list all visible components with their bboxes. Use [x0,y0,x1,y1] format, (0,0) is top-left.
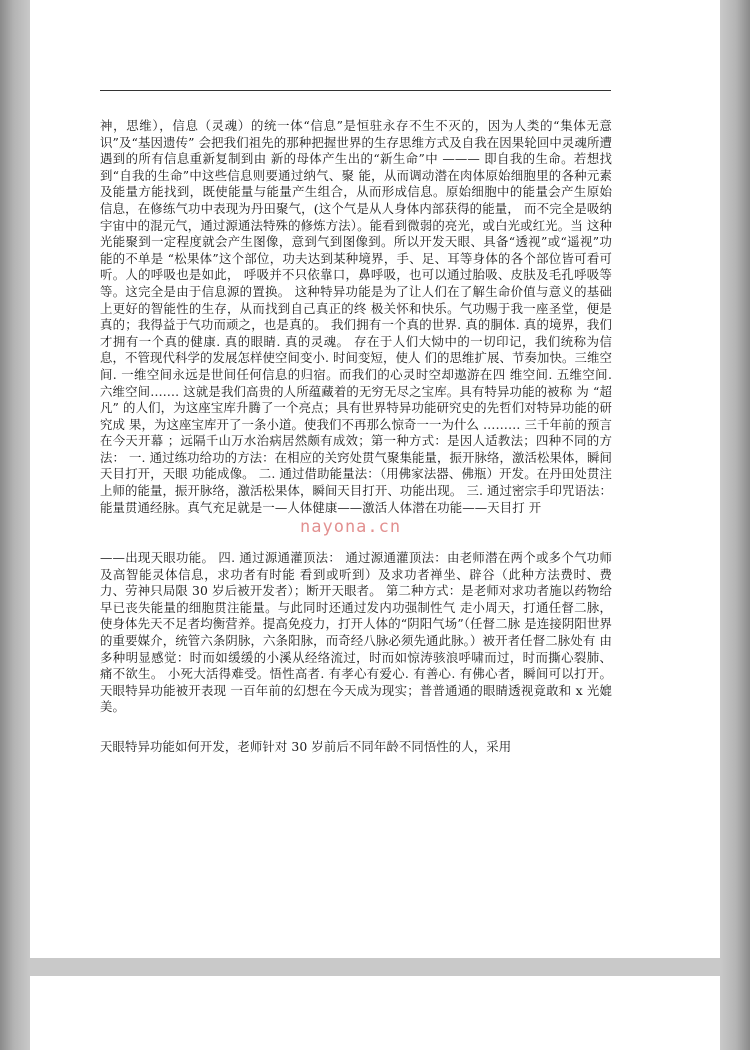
next-document-page [30,976,720,1050]
watermark-text: nayona.cn [300,517,402,537]
body-paragraph-3: 天眼特异功能如何开发，老师针对 30 岁前后不同年龄不同悟性的人，采用 [100,739,512,754]
body-paragraph-2: ——出现天眼功能。 四. 通过源通灌顶法： 通过源通灌顶法：由老师潜在两个或多个气功师及高智能灵体信息，求功者有时能 看到或听到）及求功者禅坐、辟谷（此种方法费时、费力、劳神只局限 30 岁后被开发者）；断开天眼者。 第二种方式：是老师对求功者施以药物给早已丧失能量的细胞贯注能量。与此同时还通过发内功强制性气 走小周天，打通任督二脉，使身体先天不足者均衡营养。提高免疫力，打开人体的“阴阳气场”（任督二脉 是连接阴阳世界的重要媒介，统管六条阴脉，六条阳脉，而奇经八脉必须先通此脉。）被开者任督二脉处有 由多种明显感觉：时而如缓缓的小溪从经络流过，时而如惊涛骇浪呼啸而过，时而撕心裂肺、痛不欲生。 小死大活得难受。悟性高者. 有孝心有爱心. 有善心. 有佛心者，瞬间可以打开。天眼特异功能被开表现 一百年前的幻想在今天成为现实；普普通通的眼睛透视竟敢和 x 光媲美。 [100,550,612,715]
header-rule [100,90,611,91]
body-paragraph-1: 神，思维），信息（灵魂）的统一体“信息”是恒驻永存不生不灭的，因为人类的“集体无意识”及“基因遗传” 会把我们祖先的那种把握世界的生存思维方式及自我在因果轮回中灵魂所遭遇到的所有信息重新复制到由 新的母体产生出的“新生命”中 ——— 即自我的生命。若想找到“自我的生命”中这些信息则要通过纳气、聚 能，从而调动潜在肉体原始细胞里的各种元素及能量方能找到，既使能量与能量产生组合，从而形成信息。原始细胞中的能量会产生原始信息，在修练气功中表现为丹田聚气，(这个气是从人身体内部获得的能量， 而不完全是吸纳宇宙中的混元气，通过源通法特殊的修炼方法）。能看到微弱的亮光，或白光或红光。当 这种光能聚到一定程度就会产生图像，意到气到图像到。所以开发天眼、具备“透视”或“遥视”功能的不单是 “松果体”这个部位，功夫达到某种境界，手、足、耳等身体的各个部位皆可看可听。人的呼吸也是如此， 呼吸并不只依靠口，鼻呼吸，也可以通过胎吸、皮肤及毛孔呼吸等等。这完全是由于信息源的置换。 这种特异功能是为了让人们在了解生命价值与意义的基础上更好的智能性的生存，从而找到自己真正的终 极关怀和快乐。气功赐于我一座圣堂，便是真的；我得益于气功而顽之，也是真的。 我们拥有一个真的世界. 真的胴体. 真的境界，我们才拥有一个真的健康. 真的眼睛. 真的灵魂。 存在于人们大恸中的一切印记，我们统称为信息，不管现代科学的发展怎样使空间变小. 时间变短，使人 们的思维扩展、节奏加快。三维空间. 一维空间永远是世间任何信息的归宿。而我们的心灵时空却遨游在四 维空间. 五维空间. 六维空间……. 这就是我们高贵的人所蕴藏着的无穷无尽之宝库。具有特异功能的被称 为 “超凡” 的人们，为这座宝库升腾了一个亮点；具有世界特异功能研究史的先哲们对特异功能的研究成 果，为这座宝库开了一条小道。使我们不再那么惊奇一一为什么 ……… 三千年前的预言在今天开幕 ；远隔千山万水治病居然颇有成效；第一种方式：是因人适教法；四种不同的方法： 一. 通过练功给功的方法：在相应的关窍处贯气聚集能量，振开脉络，激活松果体，瞬间天目打开，天眼 功能成像。 二. 通过借助能量法：（用佛家法器、佛瓶）开发。在丹田处贯注上师的能量，振开脉络，激活松果体，瞬间天目打开、功能出现。 三. 通过密宗手印咒语法： 能量贯通经脉。真气充足就是一—人体健康——激活人体潜在功能——天目打 开 [100,118,612,515]
